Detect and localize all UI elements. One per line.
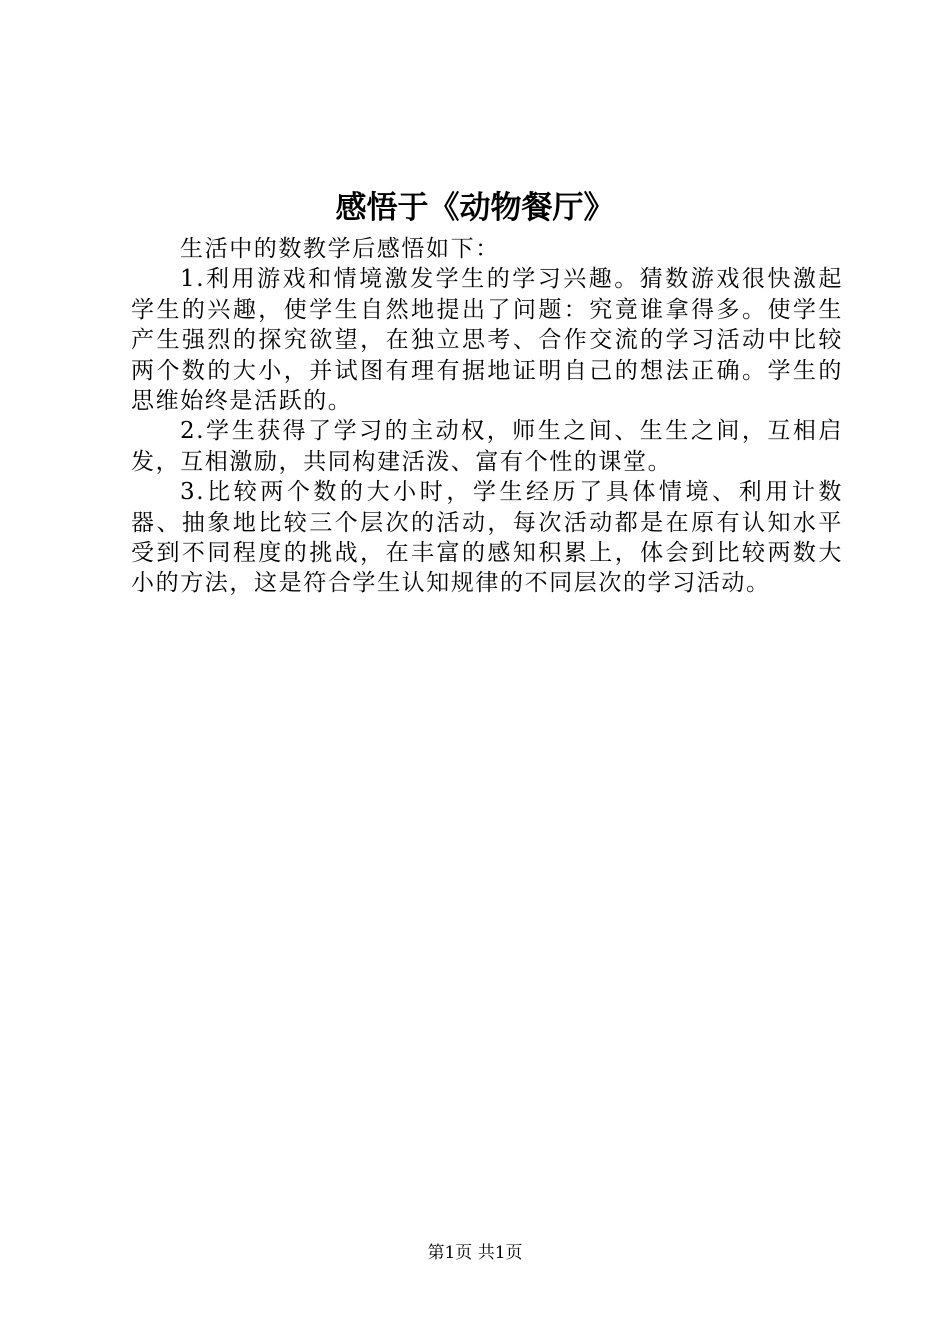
paragraph-point-2: 2.学生获得了学习的主动权，师生之间、生生之间，互相启发，互相激励，共同构建活泼、富有个性的课堂。 (131, 418, 843, 475)
paragraph-point-3: 3.比较两个数的大小时，学生经历了具体情境、利用计数器、抽象地比较三个层次的活动，每次活动都是在原有认知水平受到不同程度的挑战，在丰富的感知积累上，体会到比较两数大小的方法，这是符合学生认知规律的不同层次的学习活动。 (131, 479, 843, 597)
document-title: 感悟于《动物餐厅》 (335, 190, 615, 226)
page-number-footer: 第1页 共1页 (427, 1243, 523, 1263)
paragraph-point-1: 1.利用游戏和情境激发学生的学习兴趣。猜数游戏很快激起学生的兴趣，使学生自然地提出了问题：究竟谁拿得多。使学生产生强烈的探究欲望，在独立思考、合作交流的学习活动中比较两个数的大小，并试图有理有据地证明自己的想法正确。学生的思维始终是活跃的。 (131, 266, 843, 415)
document-body (131, 234, 843, 599)
paragraph-intro: 生活中的数教学后感悟如下： (180, 236, 500, 262)
